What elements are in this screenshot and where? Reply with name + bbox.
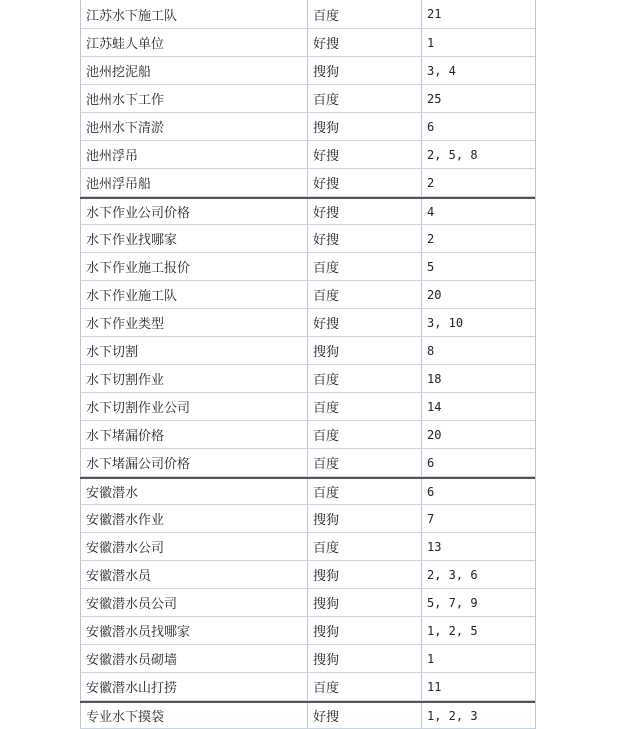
- engine-cell: 百度: [307, 421, 421, 448]
- engine-cell: 百度: [307, 533, 421, 560]
- engine-cell: 百度: [307, 479, 421, 504]
- keyword-cell: 水下堵漏公司价格: [80, 449, 307, 476]
- table-row: [80, 421, 536, 449]
- table-row: [80, 337, 536, 365]
- rank-cell: 5, 7, 9: [421, 589, 536, 616]
- rank-cell: 2, 3, 6: [421, 561, 536, 588]
- keyword-cell: 安徽潜水公司: [80, 533, 307, 560]
- engine-cell: 搜狗: [307, 617, 421, 644]
- keyword-cell: 水下作业公司价格: [80, 199, 307, 224]
- keyword-cell: 安徽潜水员公司: [80, 589, 307, 616]
- engine-cell: 百度: [307, 449, 421, 476]
- keyword-cell: 水下切割作业: [80, 365, 307, 392]
- rank-cell: 2: [421, 225, 536, 252]
- keyword-cell: 池州浮吊船: [80, 169, 307, 196]
- rank-cell: 6: [421, 113, 536, 140]
- keyword-cell: 安徽潜水: [80, 479, 307, 504]
- engine-cell: 搜狗: [307, 561, 421, 588]
- rank-cell: 4: [421, 199, 536, 224]
- engine-cell: 好搜: [307, 199, 421, 224]
- table-row: [80, 253, 536, 281]
- engine-cell: 百度: [307, 85, 421, 112]
- keyword-cell: 池州浮吊: [80, 141, 307, 168]
- rank-cell: 6: [421, 449, 536, 476]
- keyword-cell: 水下作业施工队: [80, 281, 307, 308]
- rank-cell: 18: [421, 365, 536, 392]
- rank-cell: 1: [421, 645, 536, 672]
- keyword-cell: 池州挖泥船: [80, 57, 307, 84]
- engine-cell: 好搜: [307, 169, 421, 196]
- table-row: [80, 169, 536, 197]
- rank-cell: 1, 2, 5: [421, 617, 536, 644]
- table-row: [80, 197, 536, 225]
- table-row: [80, 141, 536, 169]
- engine-cell: 百度: [307, 0, 421, 28]
- engine-cell: 搜狗: [307, 337, 421, 364]
- rank-cell: 14: [421, 393, 536, 420]
- rank-cell: 3, 4: [421, 57, 536, 84]
- keyword-cell: 水下切割: [80, 337, 307, 364]
- table-row: [80, 225, 536, 253]
- keyword-cell: 安徽潜水员: [80, 561, 307, 588]
- engine-cell: 好搜: [307, 309, 421, 336]
- table-row: [80, 365, 536, 393]
- rank-cell: 20: [421, 281, 536, 308]
- rank-cell: 1: [421, 29, 536, 56]
- rank-cell: 20: [421, 421, 536, 448]
- rank-cell: 6: [421, 479, 536, 504]
- rank-cell: 3, 10: [421, 309, 536, 336]
- table-row: [80, 29, 536, 57]
- table-row: [80, 449, 536, 477]
- keyword-cell: 安徽潜水作业: [80, 505, 307, 532]
- engine-cell: 百度: [307, 393, 421, 420]
- table-row: [80, 393, 536, 421]
- table-row: [80, 113, 536, 141]
- keyword-cell: 水下堵漏价格: [80, 421, 307, 448]
- keyword-ranking-table: [80, 0, 536, 729]
- engine-cell: 搜狗: [307, 589, 421, 616]
- keyword-cell: 江苏水下施工队: [80, 0, 307, 28]
- engine-cell: 百度: [307, 281, 421, 308]
- table-row: [80, 561, 536, 589]
- table-row: [80, 589, 536, 617]
- keyword-cell: 池州水下清淤: [80, 113, 307, 140]
- keyword-cell: 安徽潜水员砌墙: [80, 645, 307, 672]
- keyword-cell: 水下作业施工报价: [80, 253, 307, 280]
- table-row: [80, 701, 536, 729]
- table-row: [80, 533, 536, 561]
- engine-cell: 好搜: [307, 29, 421, 56]
- engine-cell: 好搜: [307, 703, 421, 728]
- table-row: [80, 281, 536, 309]
- rank-cell: 11: [421, 673, 536, 700]
- table-row: [80, 309, 536, 337]
- engine-cell: 搜狗: [307, 505, 421, 532]
- keyword-cell: 江苏蛙人单位: [80, 29, 307, 56]
- table-row: [80, 0, 536, 29]
- engine-cell: 百度: [307, 673, 421, 700]
- table-row: [80, 617, 536, 645]
- table-row: [80, 57, 536, 85]
- table-row: [80, 673, 536, 701]
- engine-cell: 百度: [307, 365, 421, 392]
- rank-cell: 8: [421, 337, 536, 364]
- rank-cell: 21: [421, 0, 536, 28]
- keyword-cell: 水下作业找哪家: [80, 225, 307, 252]
- rank-cell: 2: [421, 169, 536, 196]
- engine-cell: 百度: [307, 253, 421, 280]
- table-row: [80, 505, 536, 533]
- keyword-cell: 安徽潜水山打捞: [80, 673, 307, 700]
- engine-cell: 好搜: [307, 141, 421, 168]
- rank-cell: 1, 2, 3: [421, 703, 536, 728]
- engine-cell: 搜狗: [307, 57, 421, 84]
- table-row: [80, 645, 536, 673]
- table-row: [80, 477, 536, 505]
- table-row: [80, 85, 536, 113]
- rank-cell: 25: [421, 85, 536, 112]
- keyword-cell: 水下切割作业公司: [80, 393, 307, 420]
- rank-cell: 7: [421, 505, 536, 532]
- rank-cell: 5: [421, 253, 536, 280]
- engine-cell: 搜狗: [307, 645, 421, 672]
- engine-cell: 好搜: [307, 225, 421, 252]
- keyword-cell: 安徽潜水员找哪家: [80, 617, 307, 644]
- engine-cell: 搜狗: [307, 113, 421, 140]
- rank-cell: 2, 5, 8: [421, 141, 536, 168]
- keyword-cell: 池州水下工作: [80, 85, 307, 112]
- keyword-cell: 专业水下摸袋: [80, 703, 307, 728]
- keyword-cell: 水下作业类型: [80, 309, 307, 336]
- rank-cell: 13: [421, 533, 536, 560]
